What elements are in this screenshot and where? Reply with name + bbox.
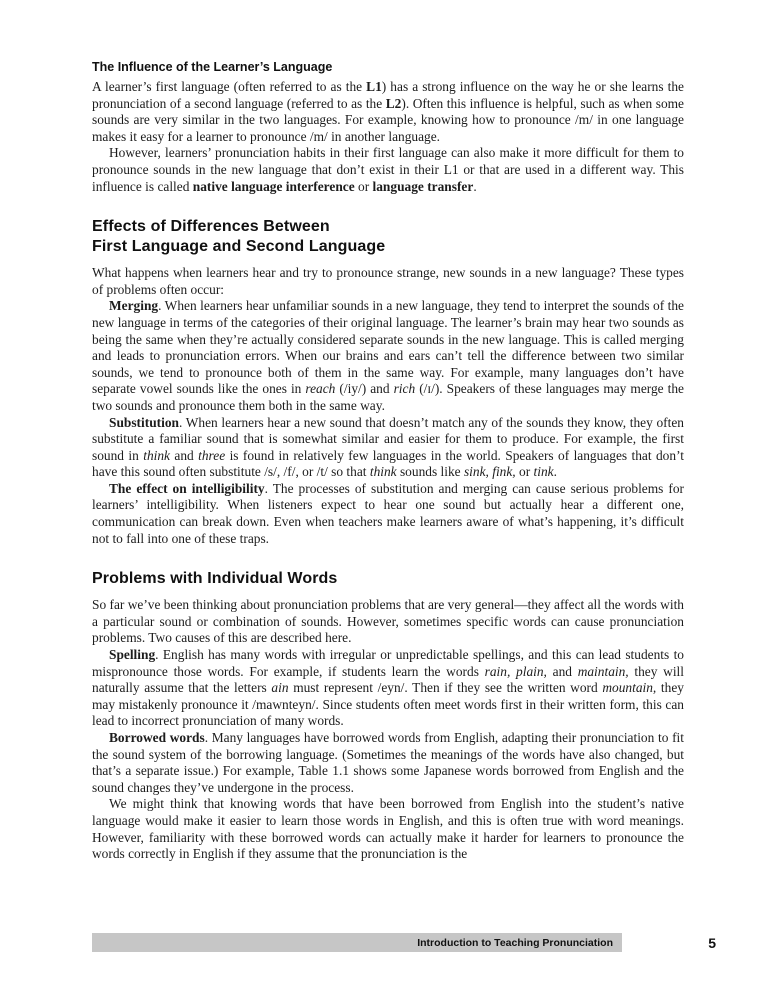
text-run: . Many languages have borrowed words from English, adapting their pronunciation to fit the sound system of the borrowing language. (Sometimes the meanings of the words have also changed, but that’s a separate issue.) For example, Table 1.1 shows some Japanese words borrowed from English and the sound changes they’ve undergone in the process. [92,730,684,795]
text-run: . When learners hear a new sound that doesn’t match any of the sounds they know, they often substitute a familiar sound that is somewhat similar and easier for them to produce. For example, the first sound in [92,414,684,463]
text-run: or [354,178,373,194]
heading-line: First Language and Second Language [92,238,386,256]
text-run: So far we’ve been thinking about pronunciation problems that are very general—they affect all the words with a particular sound or combination of sounds. However, sometimes specific words can cause pronunciation problems. Two causes of this are described here. [92,597,684,646]
text-run: sounds like [396,464,464,480]
paragraph [92,415,684,481]
paragraph [92,796,684,862]
text-run: sink, fink, [463,464,516,480]
paragraph [92,145,684,195]
running-footer-bar [92,933,622,952]
text-run: must represent /eyn/. Then if they see the written word [288,680,603,696]
text-run: ) has a strong influence on the way he or she learns the pronunciation of a second language (referred to as the [92,79,684,111]
text-run: . When learners hear unfamiliar sounds in a new language, they tend to interpret the sounds of the new language in terms of the categories of their original language. The learner’s brain may hear two sounds as being the same when they’re actually considered separate sounds in the new language. This is called merging and leads to pronunciation errors. When our brains and ears can’t tell the difference between two similar sounds, we tend to pronounce both of them in the same way. For example, many languages don’t have separate vowel sounds like the ones in [92,298,684,397]
paragraph [92,481,684,547]
text-run: We might think that knowing words that have been borrowed from English into the student’s native language would make it easier to learn those words in English, and this is often true with word meanings. However, familiarity with these borrowed words can actually make it harder for learners to pronounce the words correctly in English if they assume that the pronunciation is the [92,796,684,862]
text-run: A learner’s first language (often referred to as the [92,79,367,94]
text-run: ain [271,680,289,696]
paragraph [92,298,684,414]
text-run: and [546,663,578,679]
text-run: ). Often this influence is helpful, such as when some sounds are very similar in the two languages. For example, knowing how to pronounce /m/ in one language makes it easy for a learner to pronounce /m/ in another language. [92,95,684,144]
text-run: is found in relatively few languages in the world. Speakers of languages that don’t have this sound often substitute /s/, /f/, or /t/ so that [92,447,685,480]
text-run: language transfer [372,178,474,194]
text-run: . [553,464,557,480]
page-number: 5 [708,935,716,951]
text-run: think [143,447,170,463]
text-run: However, learners’ pronunciation habits in their first language can also make it more difficult for them to pronounce sounds in the new language that don’t exist in their L1 or that are used in a different way. This influence is called [92,145,684,194]
text-run: L2 [385,95,402,111]
text-run: . [473,178,477,194]
text-run: Merging [109,298,159,314]
heading-line: The Influence of the Learner’s Language [92,60,333,74]
text-run: native language interference [192,178,355,194]
text-run: What happens when learners hear and try to pronounce strange, new sounds in a new language? These types of problems often occur: [92,265,684,297]
text-run: three [198,447,226,463]
section-heading [92,217,684,257]
text-run: maintain, [577,663,629,679]
text-run: rain, plain, [484,663,547,679]
text-run: reach [305,381,336,397]
text-run: rich [393,381,416,397]
text-run: and [170,447,199,463]
text-run: (/iy/) and [335,381,394,397]
paragraph [92,647,684,730]
text-run: (/ɪ/). Speakers of these languages may merge the two sounds and pronounce them both in the same way. [92,381,685,413]
page-content [92,60,684,863]
paragraph [92,79,684,145]
paragraph [92,597,684,647]
text-run: they may mistakenly pronounce it /mawnteyn/. Since students often meet words first in their written form, this can lead to incorrect pronunciation of many words. [92,680,684,729]
section-heading [92,569,684,589]
text-run: Borrowed words [109,730,205,745]
sub-heading [92,60,684,74]
heading-line: Effects of Differences Between [92,218,330,236]
running-title: Introduction to Teaching Pronunciation [417,936,613,949]
text-run: Spelling [109,647,156,663]
text-run: or [515,464,534,480]
text-run: they will naturally assume that the letters [92,663,684,696]
text-run: tink [533,464,554,480]
text-run: L1 [366,79,382,94]
heading-line: Problems with Individual Words [92,570,338,588]
text-run: . English has many words with irregular or unpredictable spellings, and this can lead students to mispronounce those words. For example, if students learn the words [92,647,684,679]
paragraph [92,730,684,796]
text-run: The effect on intelligibility [109,480,265,496]
text-run: think [369,464,397,480]
text-run: . The processes of substitution and merging can cause serious problems for learners’ intelligibility. When listeners expect to hear one sound but actually hear a different one, communication can break down. Even when teachers make learners aware of what’s happening, it’s difficult not to fall into one of these traps. [92,480,684,546]
paragraph [92,265,684,298]
text-run: mountain, [602,680,657,696]
text-run: Substitution [109,414,179,430]
